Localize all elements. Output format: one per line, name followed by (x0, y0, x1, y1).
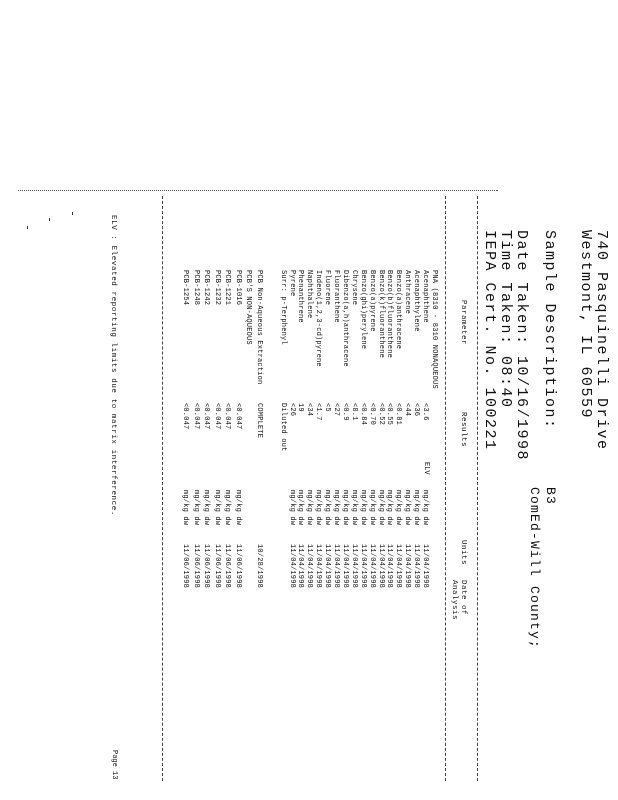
page-number: Page 13 (110, 750, 118, 780)
date-taken: Date Taken: 10/16/1998 (513, 230, 530, 462)
header-divider (477, 196, 478, 781)
elv-flag: ELV (422, 462, 430, 475)
sample-description-value: B3 (543, 487, 558, 506)
scan-speck (72, 212, 73, 215)
footer-divider (162, 196, 163, 781)
margin-guide (18, 190, 498, 191)
column-header-parameter: Parameter (459, 300, 467, 346)
client-name: ComEd-Will County; (527, 487, 542, 650)
scan-speck (49, 218, 50, 221)
iepa-cert: IEPA Cert. No. 100221 (481, 230, 498, 451)
column-header-divider (445, 196, 446, 781)
column-header-units: Units (459, 540, 467, 566)
column-header-date: Date of Analysis (450, 580, 467, 621)
pna-table: PNA (8310 - 8310 NONAQUEOUS Acenaphthene <3.6 mg/kg dw 11/04/1998 Acenaphthylene <36 mg/kg dw 11/04/1998 Anthracene <44 mg/kg dw 11/04/1998 Benzo(a)anthracene <0.81 mg/kg dw 11/04/1998 Benzo(b)fluoranthene <0.55 mg/kg dw 11/04/1998 Benzo(k)fluoranthene <0.52 mg/kg dw 11/04/1998 Benzo(a)pyrene <0.70 mg/kg dw 11/04/1998 Benzo(ghi)perylene <0.84 mg/kg dw 11/04/1998 Chrysene <8.1 mg/kg dw 11/04/1998 Dibenzo(a,h)anthracene <0.9 mg/kg dw 11/04/1998 Fluoranthene <27 mg/kg dw 11/04/1998 Fluorene <5 mg/kg dw 11/04/1998 Indeno(1,2,3-cd)pyrene <1.7 mg/kg dw 11/04/1998 Naphthalene <34 mg/kg dw 11/04/1998 Phenanthrene 19 mg/kg dw 11/04/1998 Pyrene <26 mg/kg dw 11/04/1998 Surr: p-Terphenyl Diluted out (278, 270, 438, 589)
column-header-results: Results (459, 412, 467, 448)
sample-description-label: Sample Description: (541, 230, 558, 430)
pcb-table: PCB Non-Aqueous Extraction COMPLETE 10/28/1998 PCB'S NON-AQUEOUS PCB-1016 <0.047 mg/kg dw 11/06/1998 PCB-1221 <0.047 mg/kg dw 11/06/1998 PCB-1232 <0.047 mg/kg dw 11/06/1998 PCB-1242 <0.047 mg/kg dw 11/06/1998 PCB-1248 <0.047 mg/kg dw 11/06/1998 PCB-1254 <0.047 mg/kg dw 11/06/1998 (181, 270, 263, 589)
scan-speck (27, 226, 28, 229)
time-taken: Time Taken: 08:40 (497, 230, 514, 409)
footnote: ELV : Elevated reporting limits due to matrix interference. (109, 215, 117, 516)
address-line-2: Westmont, IL 60559 (577, 230, 594, 420)
address-line-1: 740 Pasquinelli Drive (593, 230, 610, 451)
